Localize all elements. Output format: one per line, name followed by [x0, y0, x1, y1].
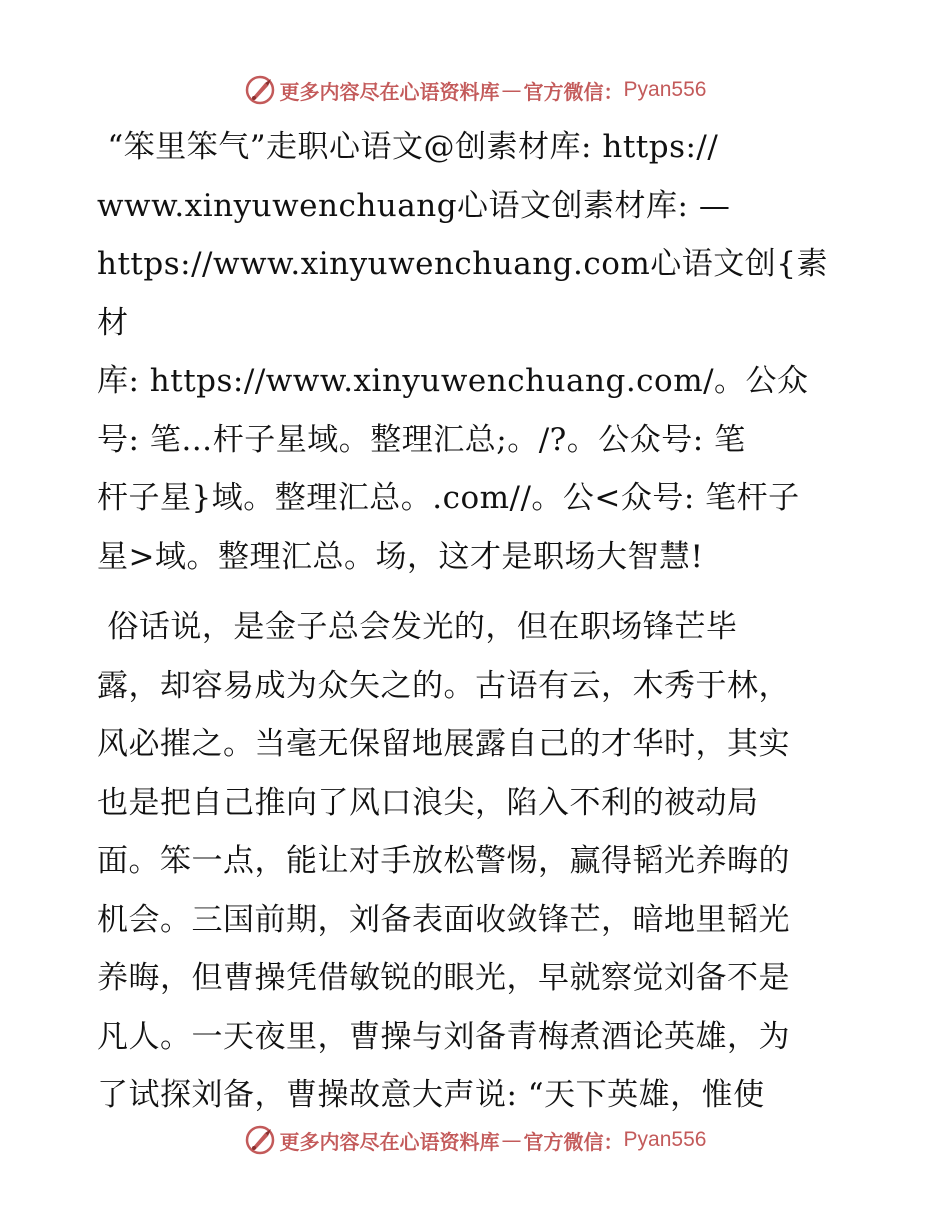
- banner-contact-label: 官方微信：: [523, 1129, 624, 1154]
- text-line: 星>域。整理汇总。场，这才是职场大智慧!: [97, 538, 704, 575]
- banner-text: 更多内容尽在心语资料库: [279, 79, 500, 104]
- banner-contact-label: 官方微信：: [523, 79, 624, 104]
- text-line: 凡人。一天夜里，曹操与刘备青梅煮酒论英雄，为: [97, 1018, 790, 1055]
- text-line: 风必摧之。当毫无保留地展露自己的才华时，其实: [97, 726, 790, 762]
- text-line: www.xinyuwenchuang心语文创素材库: —: [97, 187, 731, 224]
- text-line: 面。笨一点，能让对手放松警惕，赢得韬光养晦的: [97, 843, 790, 879]
- text-line: 杆子星}域。整理汇总。.com//。公<众号: 笔杆子: [97, 480, 800, 516]
- banner-separator: —: [501, 1128, 522, 1152]
- paragraph-2: [97, 598, 849, 1125]
- banner-separator: —: [501, 78, 522, 102]
- banner-contact-value: Pyan556: [623, 1128, 707, 1151]
- text-line: 养晦，但曹操凭借敏锐的眼光，早就察觉刘备不是: [97, 960, 790, 996]
- text-line: 机会。三国前期，刘备表面收敛锋芒，暗地里韬光: [97, 901, 790, 938]
- text-line: 号: 笔…杆子星域。整理汇总;。/?。公众号: 笔: [97, 421, 746, 458]
- banner-contact-value: Pyan556: [623, 78, 707, 101]
- quill-pen-logo-icon: [244, 74, 276, 106]
- text-line: 露，却容易成为众矢之的。古语有云，木秀于林，: [97, 667, 790, 704]
- document-body: [97, 118, 849, 1125]
- banner-text: 更多内容尽在心语资料库: [279, 1129, 500, 1154]
- text-line: 也是把自己推向了风口浪尖，陷入不利的被动局: [97, 784, 759, 821]
- quill-pen-logo-icon: [244, 1124, 276, 1156]
- header-watermark-banner: [0, 70, 950, 110]
- text-line: 了试探刘备，曹操故意大声说: “天下英雄，惟使: [97, 1077, 765, 1113]
- text-line: https://www.xinyuwenchuang.com心语文创{素材: [97, 246, 829, 341]
- text-line: “笨里笨气”走职心语文@创素材库: https://: [97, 129, 719, 165]
- footer-watermark-banner: [0, 1120, 950, 1160]
- text-line: 俗话说，是金子总会发光的，但在职场锋芒毕: [97, 609, 738, 645]
- text-line: 库: https://www.xinyuwenchuang.com/。公众: [97, 363, 809, 399]
- paragraph-1: [97, 118, 849, 586]
